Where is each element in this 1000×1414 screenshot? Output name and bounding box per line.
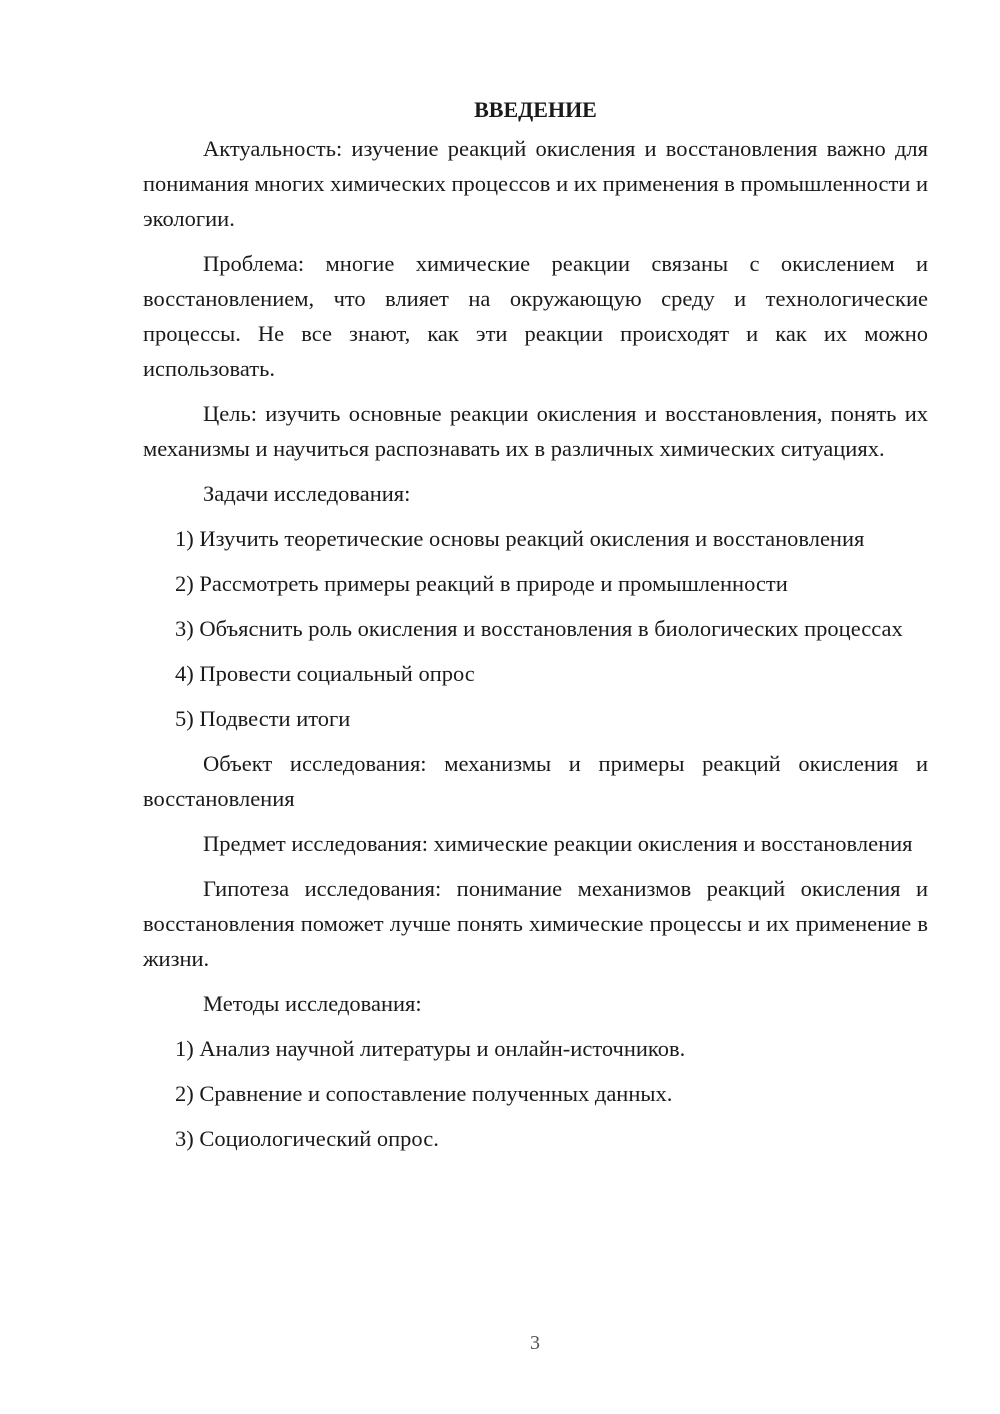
hypothesis-paragraph: Гипотеза исследования: понимание механизмов реакций окисления и восстановления поможет лучше понять химические процессы и их применение в жизни. — [143, 876, 928, 971]
document-page — [143, 92, 928, 1166]
method-item-3: 3) Социологический опрос. — [175, 1126, 439, 1151]
task-item-2: 2) Рассмотреть примеры реакций в природе и промышленности — [175, 571, 788, 596]
page-number: 3 — [530, 1332, 540, 1354]
task-item-5: 5) Подвести итоги — [175, 706, 351, 731]
method-item-1: 1) Анализ научной литературы и онлайн-источников. — [175, 1036, 686, 1061]
task-item-4: 4) Провести социальный опрос — [175, 661, 475, 686]
methods-heading: Методы исследования: — [203, 991, 422, 1016]
method-item-2: 2) Сравнение и сопоставление полученных данных. — [175, 1081, 673, 1106]
object-paragraph: Объект исследования: механизмы и примеры реакций окисления и восстановления — [143, 751, 928, 811]
task-item-1: 1) Изучить теоретические основы реакций окисления и восстановления — [175, 526, 865, 551]
goal-paragraph: Цель: изучить основные реакции окисления и восстановления, понять их механизмы и научиться распознавать их в различных химических ситуациях. — [143, 401, 928, 461]
relevance-paragraph: Актуальность: изучение реакций окисления и восстановления важно для понимания многих химических процессов и их применения в промышленности и экологии. — [143, 136, 928, 231]
problem-paragraph: Проблема: многие химические реакции связаны с окислением и восстановлением, что влияет на окружающую среду и технологические процессы. Не все знают, как эти реакции происходят и как их можно использовать. — [143, 251, 928, 381]
subject-paragraph: Предмет исследования: химические реакции окисления и восстановления — [203, 831, 913, 856]
tasks-heading: Задачи исследования: — [203, 481, 411, 506]
page-title: ВВЕДЕНИЕ — [474, 97, 597, 122]
task-item-3: 3) Объяснить роль окисления и восстановления в биологических процессах — [175, 616, 903, 641]
